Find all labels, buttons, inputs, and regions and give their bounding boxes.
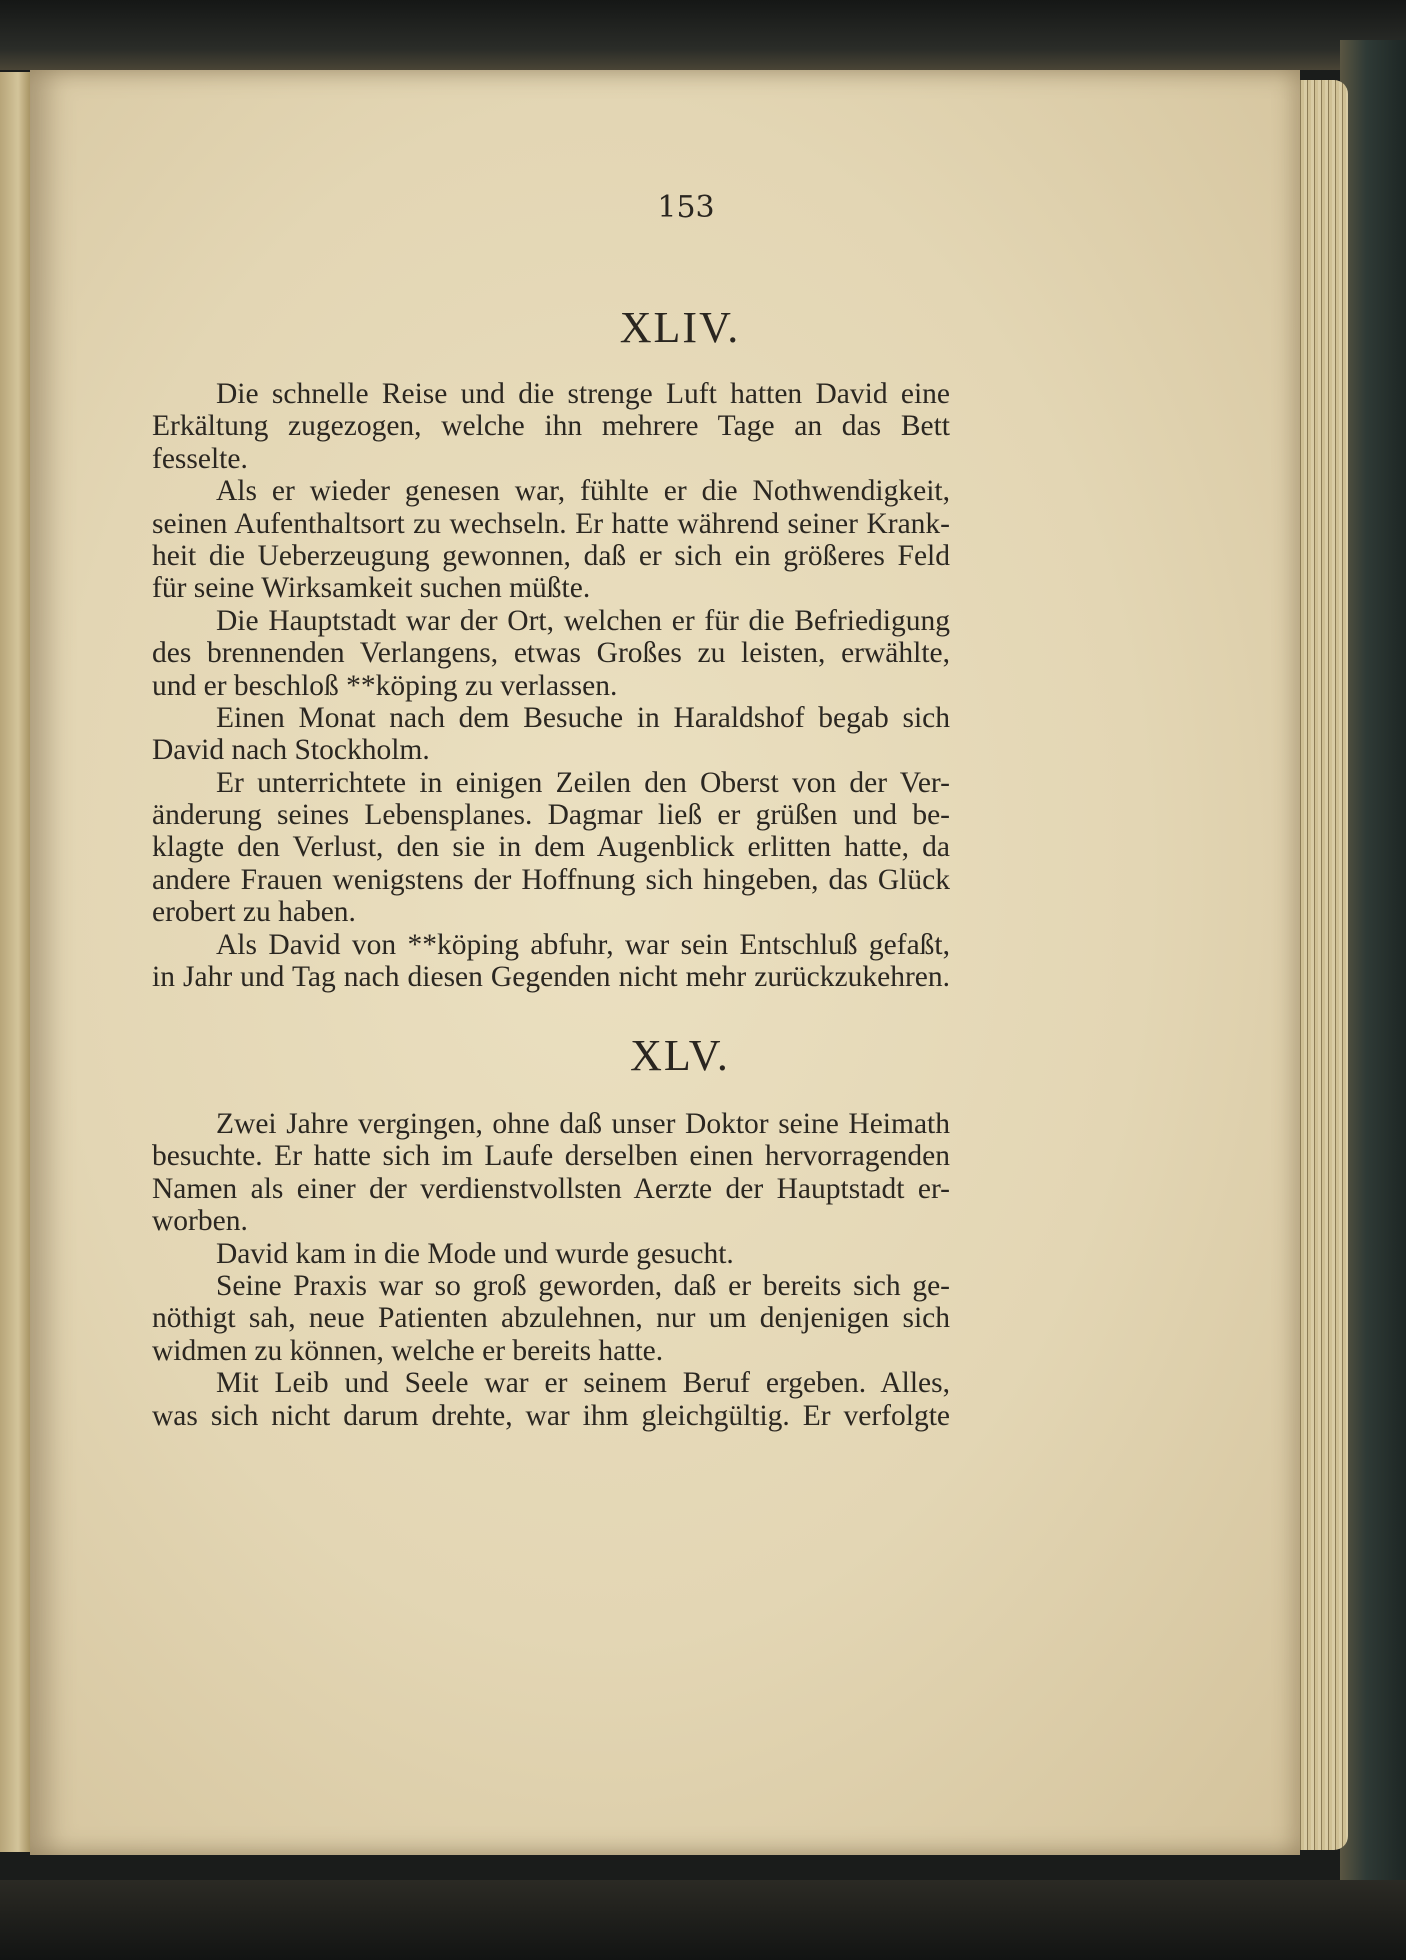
text-line: besuchte. Er hatte sich im Laufe derselben einen hervorragenden bbox=[152, 1140, 950, 1173]
text-line: nöthigt sah, neue Patienten abzulehnen, nur um denjenigen sich bbox=[152, 1302, 950, 1335]
text-line: Namen als einer der verdienstvollsten Aerzte der Hauptstadt er- bbox=[152, 1172, 950, 1205]
chapter-heading-xlv: XLV. bbox=[630, 1031, 730, 1080]
text-line: worben. bbox=[152, 1205, 248, 1238]
text-line: Als er wieder genesen war, fühlte er die Nothwendigkeit, bbox=[216, 475, 950, 508]
text-line: seinen Aufenthaltsort zu wechseln. Er hatte während seiner Krank- bbox=[152, 507, 950, 540]
book-page bbox=[30, 70, 1300, 1855]
facing-page-edge bbox=[0, 72, 32, 1852]
text-line: andere Frauen wenigstens der Hoffnung sich hingeben, das Glück bbox=[152, 863, 950, 896]
text-line: in Jahr und Tag nach diesen Gegenden nicht mehr zurückzukehren. bbox=[152, 961, 950, 994]
book-cover-top bbox=[0, 0, 1406, 70]
text-line: für seine Wirksamkeit suchen müßte. bbox=[152, 572, 591, 605]
text-line: David kam in die Mode und wurde gesucht. bbox=[216, 1237, 734, 1270]
text-line: fesselte. bbox=[152, 442, 248, 475]
text-line: Erkältung zugezogen, welche ihn mehrere Tage an das Bett bbox=[152, 410, 950, 443]
chapter-text-xlv bbox=[152, 1108, 950, 1432]
text-line: Die Hauptstadt war der Ort, welchen er für die Befriedigung bbox=[216, 604, 950, 637]
text-line: Zwei Jahre vergingen, ohne daß unser Doktor seine Heimath bbox=[216, 1108, 950, 1140]
text-line: widmen zu können, welche er bereits hatte. bbox=[152, 1334, 664, 1367]
text-line: Seine Praxis war so groß geworden, daß er bereits sich ge- bbox=[216, 1269, 950, 1302]
page-number: 153 bbox=[657, 190, 715, 225]
text-line: Mit Leib und Seele war er seinem Beruf ergeben. Alles, bbox=[216, 1367, 950, 1400]
text-line: des brennenden Verlangens, etwas Großes zu leisten, erwählte, bbox=[152, 637, 950, 670]
text-line: änderung seines Lebensplanes. Dagmar ließ er grüßen und be- bbox=[152, 799, 950, 832]
chapter-text-xliv bbox=[152, 378, 950, 993]
text-line: Einen Monat nach dem Besuche in Haraldshof begab sich bbox=[216, 701, 950, 734]
book-cover-right bbox=[1340, 40, 1406, 1900]
text-line: klagte den Verlust, den sie in dem Augenblick erlitten hatte, da bbox=[152, 831, 950, 864]
text-line: Die schnelle Reise und die strenge Luft hatten David eine bbox=[216, 378, 950, 410]
text-line: erobert zu haben. bbox=[152, 896, 356, 929]
text-line: Er unterrichtete in einigen Zeilen den Oberst von der Ver- bbox=[216, 766, 950, 799]
text-line: heit die Ueberzeugung gewonnen, daß er sich ein größeres Feld bbox=[152, 539, 950, 572]
text-line: was sich nicht darum drehte, war ihm gleichgültig. Er verfolgte bbox=[152, 1399, 950, 1432]
text-line: und er beschloß **köping zu verlassen. bbox=[152, 669, 618, 702]
text-line: Als David von **köping abfuhr, war sein Entschluß gefaßt, bbox=[216, 928, 950, 961]
book-cover-bottom bbox=[0, 1880, 1406, 1960]
text-line: David nach Stockholm. bbox=[152, 734, 430, 767]
chapter-heading-xliv: XLIV. bbox=[619, 303, 741, 352]
